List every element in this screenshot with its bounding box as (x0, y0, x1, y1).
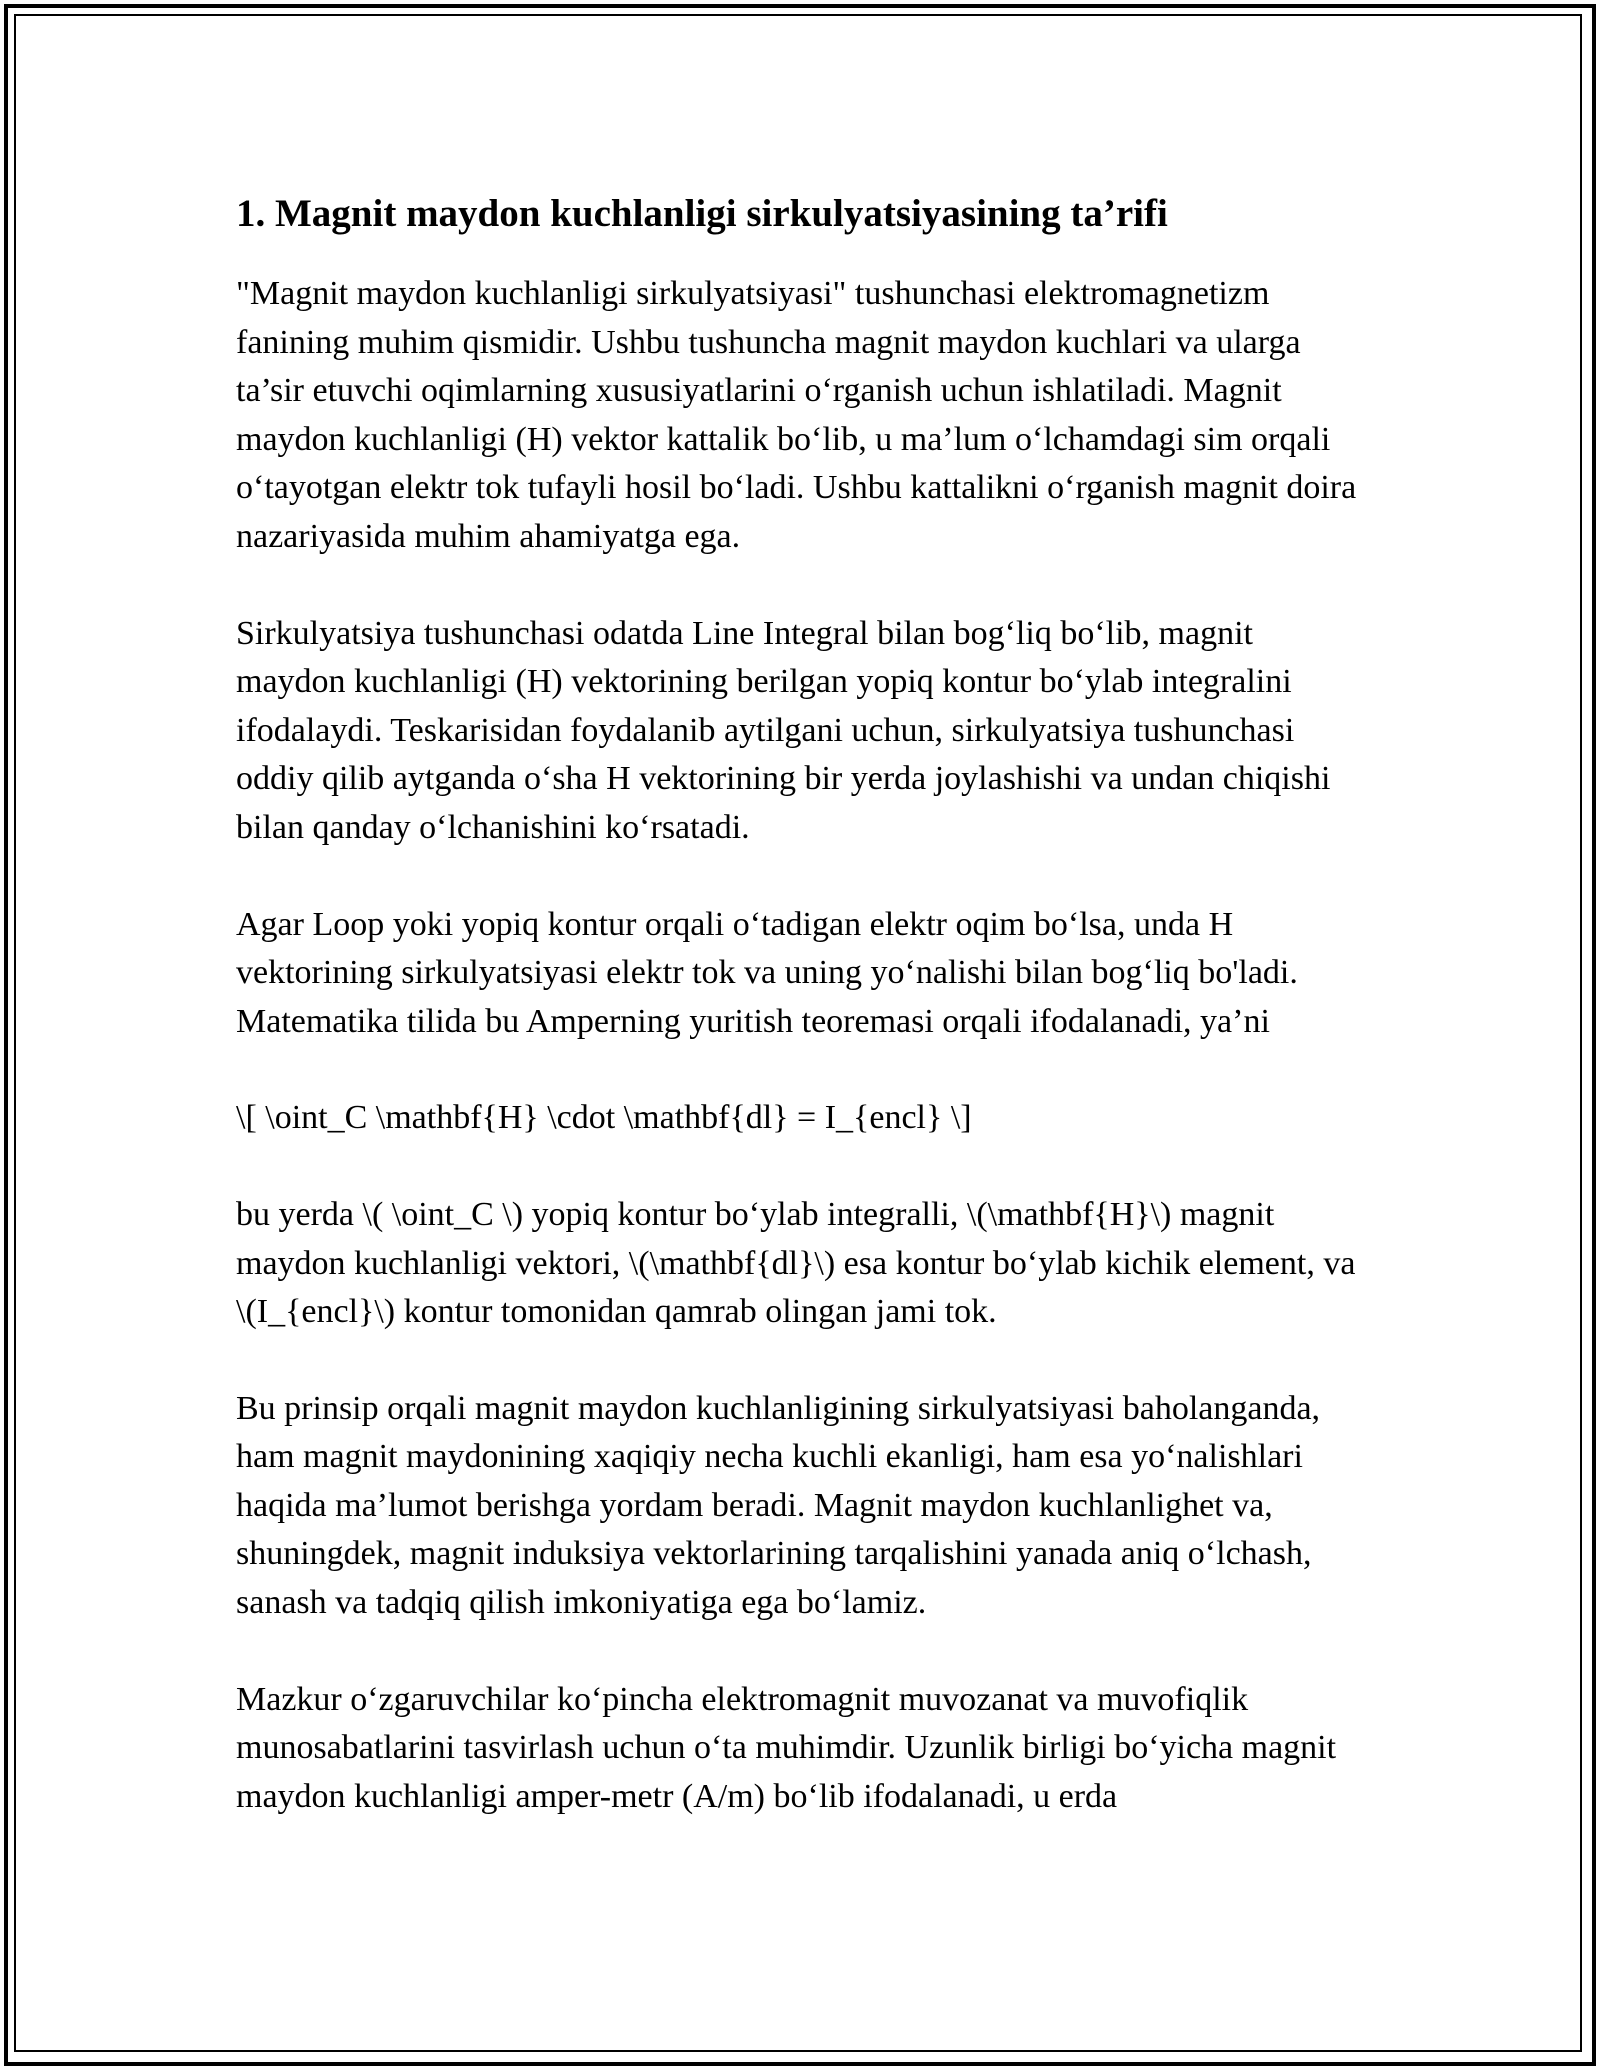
paragraph-principle: Bu prinsip orqali magnit maydon kuchlanligining sirkulyatsiyasi baholanganda, ham magnit maydonining xaqiqiy necha kuchli ekanligi, ham esa yo‘nalishlari haqida ma’lumot berishga yordam beradi. Magnit maydon kuchlanlighet va, shuningdek, magnit induksiya vektorlarining tarqalishini yanada aniq o‘lchash, sanash va tadqiq qilish imkoniyatiga ega bo‘lamiz. (236, 1389, 1321, 1622)
formula-line: \[ \oint_C \mathbf{H} \cdot \mathbf{dl} = I_{encl} \] (236, 1099, 972, 1137)
paragraph-ampere-law: Agar Loop yoki yopiq kontur orqali o‘tadigan elektr oqim bo‘lsa, unda H vektorining sirkulyatsiyasi elektr tok va uning yo‘nalishi bilan bog‘liq bo'ladi. Matematika tilida bu Amperning yuritish teoremasi orqali ifodalanadi, ya’ni (236, 905, 1298, 1040)
paragraph-line-integral: Sirkulyatsiya tushunchasi odatda Line Integral bilan bog‘liq bo‘lib, magnit maydon kuchlanligi (H) vektorining berilgan yopiq kontur bo‘ylab integralini ifodalaydi. Teskarisidan foydalanib aytilgani uchun, sirkulyatsiya tushunchasi oddiy qilib aytganda o‘sha H vektorining bir yerda joylashishi va undan chiqishi bilan qanday o‘lchanishini ko‘rsatadi. (236, 614, 1331, 846)
paragraph-definition: "Magnit maydon kuchlanligi sirkulyatsiyasi" tushunchasi elektromagnetizm fanining muhim qismidir. Ushbu tushuncha magnit maydon kuchlari va ularga ta’sir etuvchi oqimlarning xususiyatlarini o‘rganish uchun ishlatiladi. Magnit maydon kuchlanligi (H) vektor kattalik bo‘lib, u ma’lum o‘lchamdagi sim orqali o‘tayotgan elektr tok tufayli hosil bo‘ladi. Ushbu kattalikni o‘rganish magnit doira nazariyasida muhim ahamiyatga ega. (236, 275, 1357, 555)
paragraph-formula-explanation: bu yerda \( \oint_C \) yopiq kontur bo‘ylab integralli, \(\mathbf{H}\) magnit maydon kuchlanligi vektori, \(\mathbf{dl}\) esa kontur bo‘ylab kichik element, va \(I_{encl}\) kontur tomonidan qamrab olingan jami tok. (236, 1195, 1356, 1331)
paragraph-units: Mazkur o‘zgaruvchilar ko‘pincha elektromagnit muvozanat va muvofiqlik munosabatlarini tasvirlash uchun o‘ta muhimdir. Uzunlik birligi bo‘yicha magnit maydon kuchlanligi amper-metr (A/m) bo‘lib ifodalanadi, u erda (236, 1680, 1337, 1815)
document-body (236, 186, 1366, 1869)
section-heading: 1. Magnit maydon kuchlanligi sirkulyatsiyasining ta’rifi (236, 192, 1168, 235)
